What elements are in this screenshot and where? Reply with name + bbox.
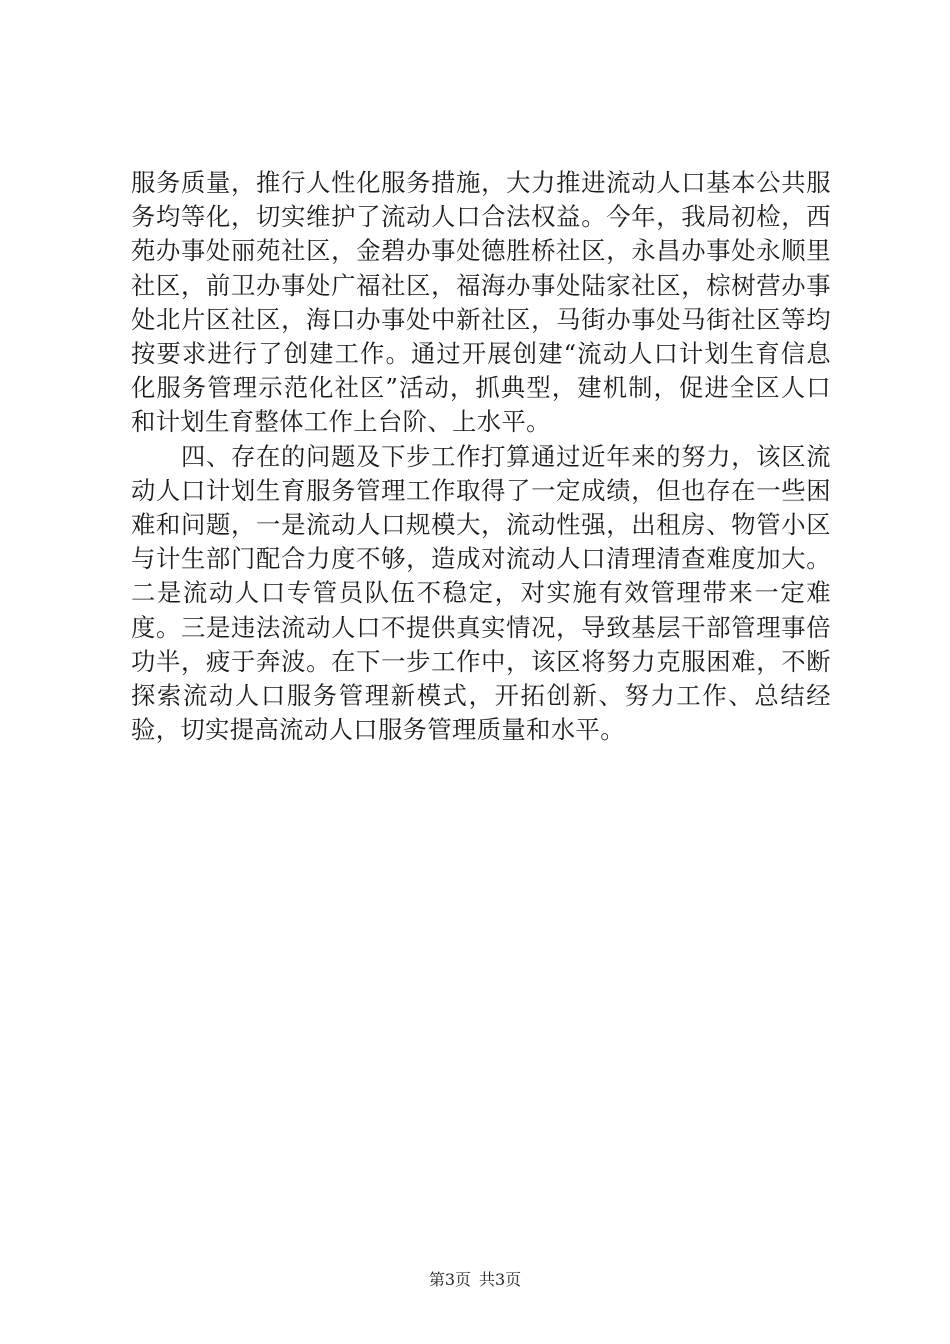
document-body: [131, 166, 831, 747]
paragraph-problems-and-plans: 四、存在的问题及下步工作打算通过近年来的努力，该区流动人口计划生育服务管理工作取得了一定成绩，但也存在一些困难和问题，一是流动人口规模大，流动性强，出租房、物管小区与计生部门配合力度不够，造成对流动人口清理清查难度加大。二是流动人口专管员队伍不稳定，对实施有效管理带来一定难度。三是违法流动人口不提供真实情况，导致基层干部管理事倍功半，疲于奔波。在下一步工作中，该区将努力克服困难，不断探索流动人口服务管理新模式，开拓创新、努力工作、总结经验，切实提高流动人口服务管理质量和水平。: [131, 441, 831, 745]
page-number: 第3页: [428, 1270, 471, 1289]
page-total: 共3页: [479, 1270, 522, 1289]
page-footer: [0, 1270, 950, 1290]
paragraph-services-summary: 服务质量，推行人性化服务措施，大力推进流动人口基本公共服务均等化，切实维护了流动人口合法权益。今年，我局初检，西苑办事处丽苑社区，金碧办事处德胜桥社区，永昌办事处永顺里社区，前卫办事处广福社区，福海办事处陆家社区，棕树营办事处北片区社区，海口办事处中新社区，马街办事处马街社区等均按要求进行了创建工作。通过开展创建“流动人口计划生育信息化服务管理示范化社区”活动，抓典型，建机制，促进全区人口和计划生育整体工作上台阶、上水平。: [131, 168, 831, 437]
